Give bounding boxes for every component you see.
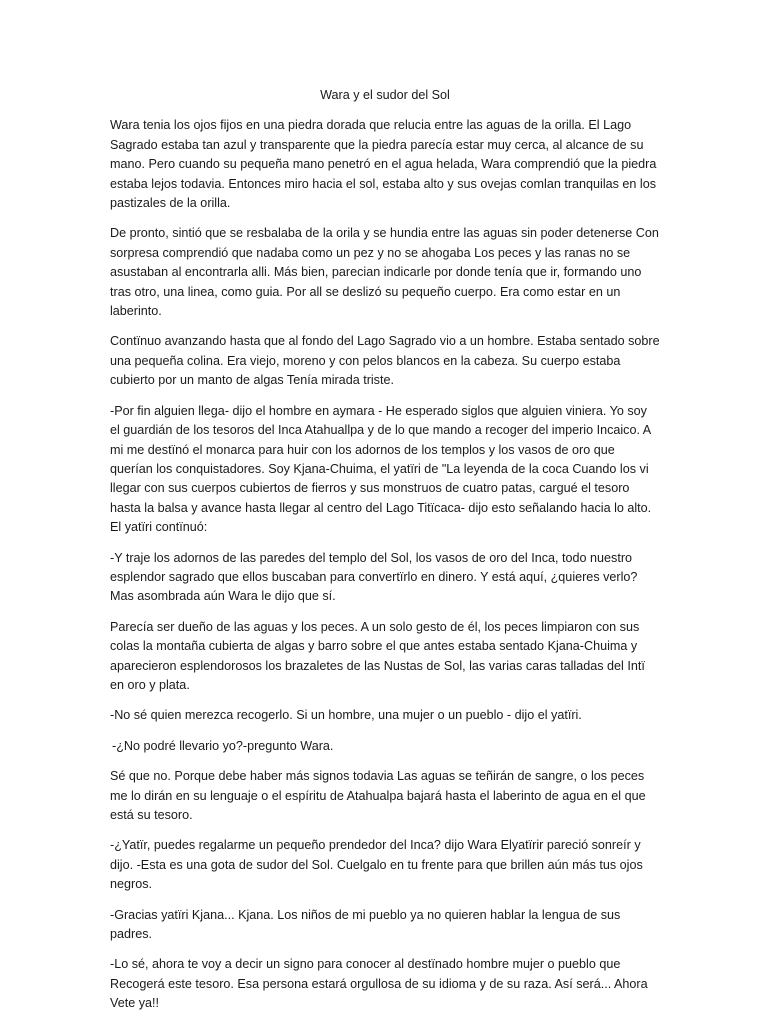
paragraph-1: Wara tenia los ojos fijos en una piedra dorada que relucia entre las aguas de la orilla. El Lago Sagrado estaba tan azul y transparente que la piedra parecía estar muy cerca, al alcance de su mano. Pero cuando su pequeña mano penetró en el agua helada, Wara comprendió que la piedra estaba lejos todavia. Entonces miro hacia el sol, estaba alto y sus ovejas comlan tranquilas en los pastizales de la orilla.: [110, 118, 657, 211]
document-page: [110, 86, 660, 1025]
paragraph-4: -Por fin alguien llega- dijo el hombre en aymara - He esperado siglos que alguien viniera. Yo soy el guardián de los tesoros del Inca Atahuallpa y de lo que mando a recoger del imperio Incaico. A mi me destïnó el monarca para huir con los adornos de los templos y los vasos de oro que querían los conquistadores. Soy Kjana-Chuima, el yatïri de "La leyenda de la coca Cuando los vi llegar con sus cuerpos cubiertos de fierros y sus monstruos de cuatro patas, cargué el tesoro hasta la balsa y avance hasta llegar al centro del Lago Titïcaca- dijo esto señalando hacia lo alto. El yatïri contïnuó:: [110, 403, 652, 535]
paragraph-2: De pronto, sintió que se resbalaba de la orila y se hundia entre las aguas sin poder detenerse Con sorpresa comprendió que nadaba como un pez y no se ahogaba Los peces y las ranas no se asustaban al encontrarla alli. Más bien, parecian indicarle por donde tenía que ir, formando uno tras otro, una linea, como guia. Por all se deslizó su pequeño cuerpo. Era como estar en un laberinto.: [110, 226, 659, 319]
paragraph-11: -Gracias yatïri Kjana... Kjana. Los niños de mi pueblo ya no quieren hablar la lengua de sus padres.: [110, 907, 621, 942]
paragraph-10: -¿Yatïr, puedes regalarme un pequeño prendedor del Inca? dijo Wara Elyatïrir pareció sonreír y dijo. -Esta es una gota de sudor del Sol. Cuelgalo en tu frente para que brillen aún más tus ojos negros.: [110, 838, 643, 892]
paragraph-5: -Y traje los adornos de las paredes del templo del Sol, los vasos de oro del Inca, todo nuestro esplendor sagrado que ellos buscaban para convertïrlo en dinero. Y está aquí, ¿quieres verlo? Mas asombrada aún Wara le dijo que sí.: [110, 550, 638, 604]
paragraph-12: -Lo sé, ahora te voy a decir un signo para conocer al destïnado hombre mujer o pueblo que Recogerá este tesoro. Esa persona estará orgullosa de su idioma y de su raza. Así será... Ahora Vete ya!!: [110, 957, 648, 1011]
paragraph-9: Sé que no. Porque debe haber más signos todavia Las aguas se teñirán de sangre, o los peces me lo dirán en su lenguaje o el espíritu de Atahualpa bajará hasta el laberinto de agua en el que está su tesoro.: [110, 769, 646, 822]
paragraph-6: Parecía ser dueño de las aguas y los peces. A un solo gesto de él, los peces limpiaron con sus colas la montaña cubierta de algas y barro sobre el que antes estaba sentado Kjana-Chuima y aparecieron esplendorosos los brazaletes de las Nustas de Sol, las varias caras talladas del Intï en oro y plata.: [110, 619, 645, 692]
paragraph-7: -No sé quien merezca recogerlo. Si un hombre, una mujer o un pueblo - dijo el yatïri.: [110, 708, 582, 723]
paragraph-8: -¿No podré llevario yo?-pregunto Wara.: [112, 738, 334, 753]
document-title: Wara y el sudor del Sol: [320, 88, 450, 102]
paragraph-3: Contïnuo avanzando hasta que al fondo del Lago Sagrado vio a un hombre. Estaba sentado sobre una pequeña colina. Era viejo, moreno y con pelos blancos en la cabeza. Su cuerpo estaba cubierto por un manto de algas Tenía mirada triste.: [110, 334, 660, 388]
